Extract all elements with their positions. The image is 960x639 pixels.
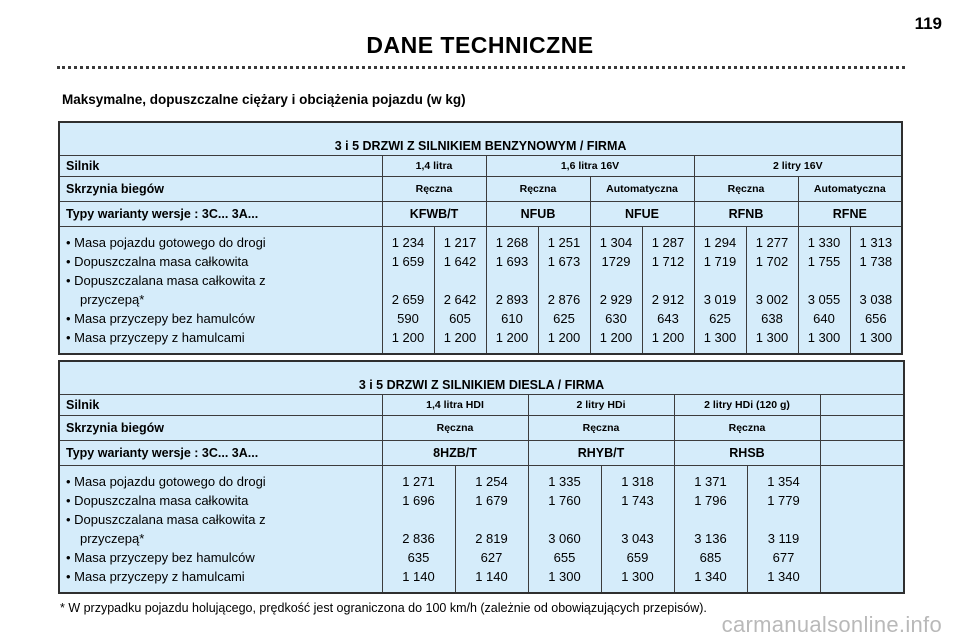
weight-value: 2 893 [495,292,529,307]
watermark: carmanualsonline.info [721,612,942,637]
empty-cell [820,395,904,416]
weight-value: 1 277 [755,235,789,250]
weight-value: 659 [626,550,649,565]
weight-value: 1 719 [703,254,737,269]
weight-value: 2 659 [391,292,425,307]
weight-value: 1 271 [402,474,435,489]
weight-value: 1 300 [548,569,581,584]
engine-header: 1,4 litra HDI [382,395,528,416]
value-column [850,227,902,355]
weight-value: 1 760 [548,493,581,508]
petrol-specs-table [58,121,903,355]
weight-value: 1 755 [807,254,841,269]
weight-value: 1 300 [621,569,654,584]
value-column [601,466,674,594]
row-label: • Dopuszczalna masa całkowita [66,254,249,269]
value-column [382,466,455,594]
engine-label: Silnik [59,156,382,177]
value-column [434,227,486,355]
weight-value: 1 300 [807,330,841,345]
type-code: NFUE [590,202,694,227]
weight-value: 1 200 [391,330,425,345]
weight-value: 1 200 [495,330,529,345]
weight-value: 1 779 [767,493,800,508]
row-labels [59,227,382,355]
weight-value: 1 371 [694,474,727,489]
weight-value: 3 119 [767,531,800,546]
gearbox-header: Ręczna [382,416,528,441]
weight-value: 2 929 [599,292,633,307]
weight-value: 1 659 [391,254,425,269]
weight-value: 3 060 [548,531,581,546]
type-code: NFUB [486,202,590,227]
weight-value: 1 340 [694,569,727,584]
weight-value: 1 268 [495,235,529,250]
value-column [528,466,601,594]
weight-value: 1 200 [443,330,477,345]
weight-value: 3 038 [859,292,893,307]
weight-value: 625 [553,311,575,326]
weight-value: 1 294 [703,235,737,250]
value-column [590,227,642,355]
row-label-continuation: przyczepą* [80,531,145,546]
value-column [747,466,820,594]
weight-value: 1 738 [859,254,893,269]
engine-header: 1,4 litra [382,156,486,177]
gearbox-header: Automatyczna [798,177,902,202]
diesel-specs-table [58,360,905,594]
row-label: • Dopuszczalna masa całkowita [66,493,249,508]
row-label: • Dopuszczalana masa całkowita z [66,512,266,527]
weight-value: 590 [397,311,419,326]
weight-value: 3 019 [703,292,737,307]
engine-label: Silnik [59,395,382,416]
weight-value: 625 [709,311,731,326]
dotted-divider [57,66,905,69]
weight-value: 1 300 [703,330,737,345]
empty-cell [820,441,904,466]
empty-cell [820,416,904,441]
weight-value: 1 354 [767,474,800,489]
weight-value: 1 200 [599,330,633,345]
weight-value: 1 702 [755,254,789,269]
weight-value: 627 [480,550,503,565]
row-label: • Masa przyczepy bez hamulców [66,550,255,565]
gearbox-header: Ręczna [694,177,798,202]
row-label: • Masa pojazdu gotowego do drogi [66,474,266,489]
gearbox-header: Ręczna [674,416,820,441]
type-code: RHSB [674,441,820,466]
weight-value: 655 [553,550,576,565]
weight-value: 1 696 [402,493,435,508]
gearbox-header: Ręczna [486,177,590,202]
weight-value: 1 300 [755,330,789,345]
weight-value: 685 [699,550,722,565]
diesel-table-title: 3 i 5 DRZWI Z SILNIKIEM DIESLA / FIRMA [59,361,904,395]
weight-value: 2 876 [547,292,581,307]
value-column [642,227,694,355]
weight-value: 630 [605,311,627,326]
engine-header: 2 litry 16V [694,156,902,177]
weight-value: 1 693 [495,254,529,269]
weight-value: 635 [407,550,430,565]
weight-value: 1 254 [475,474,508,489]
weight-value: 1 679 [475,493,508,508]
row-label: • Masa przyczepy bez hamulców [66,311,255,326]
page-number: 119 [914,14,942,33]
weight-value: 656 [864,311,887,326]
gearbox-header: Ręczna [382,177,486,202]
value-column [746,227,798,355]
weight-value: 1 796 [694,493,727,508]
type-code: KFWB/T [382,202,486,227]
footnote: * W przypadku pojazdu holującego, prędkość jest ograniczona do 100 km/h (zależnie od obowiązujących przepisów). [60,601,707,615]
weight-value: 1 712 [651,254,685,269]
weight-value: 1729 [601,254,631,269]
weight-value: 640 [813,311,835,326]
value-column [486,227,538,355]
type-code: RHYB/T [528,441,674,466]
value-column [798,227,850,355]
weight-value: 1 234 [391,235,425,250]
weight-value: 643 [657,311,679,326]
weight-value: 1 340 [767,569,800,584]
engine-header: 2 litry HDi [528,395,674,416]
weight-value: 1 743 [621,493,654,508]
weight-value: 677 [772,550,795,565]
value-column [538,227,590,355]
engine-header: 1,6 litra 16V [486,156,694,177]
row-label: • Masa przyczepy z hamulcami [66,569,245,584]
weight-value: 3 136 [694,531,727,546]
value-column [694,227,746,355]
weight-value: 3 002 [755,292,789,307]
weight-value: 3 055 [807,292,841,307]
weight-value: 1 304 [599,235,633,250]
gearbox-label: Skrzynia biegów [59,416,382,441]
weight-value: 2 819 [475,531,508,546]
weight-value: 1 287 [651,235,685,250]
weight-value: 2 642 [443,292,477,307]
row-label: • Dopuszczalana masa całkowita z [66,273,266,288]
row-label: • Masa przyczepy z hamulcami [66,330,245,345]
weight-value: 2 836 [402,531,435,546]
type-code: 8HZB/T [382,441,528,466]
weight-value: 1 217 [443,235,477,250]
row-label-continuation: przyczepą* [80,292,145,307]
value-column [382,227,434,355]
type-code: RFNB [694,202,798,227]
weight-value: 3 043 [621,531,654,546]
value-column [674,466,747,594]
row-labels [59,466,382,594]
empty-cell [820,466,904,594]
row-label: • Masa pojazdu gotowego do drogi [66,235,266,250]
weight-value: 1 673 [547,254,581,269]
weight-value: 1 200 [547,330,581,345]
petrol-table-title: 3 i 5 DRZWI Z SILNIKIEM BENZYNOWYM / FIRMA [59,122,902,156]
types-label: Typy warianty wersje : 3C... 3A... [59,441,382,466]
weight-value: 610 [501,311,523,326]
types-label: Typy warianty wersje : 3C... 3A... [59,202,382,227]
weight-value: 1 200 [651,330,685,345]
section-subtitle: Maksymalne, dopuszczalne ciężary i obciążenia pojazdu (w kg) [62,92,466,107]
weight-value: 1 251 [547,235,581,250]
weight-value: 1 335 [548,474,581,489]
type-code: RFNE [798,202,902,227]
weight-value: 1 313 [859,235,893,250]
weight-value: 605 [449,311,471,326]
gearbox-header: Automatyczna [590,177,694,202]
weight-value: 1 642 [443,254,477,269]
weight-value: 2 912 [651,292,685,307]
weight-value: 1 300 [859,330,893,345]
weight-value: 1 140 [475,569,508,584]
weight-value: 1 318 [621,474,654,489]
gearbox-label: Skrzynia biegów [59,177,382,202]
weight-value: 638 [761,311,783,326]
value-column [455,466,528,594]
petrol-values-row [59,227,902,355]
gearbox-header: Ręczna [528,416,674,441]
page-title: DANE TECHNICZNE [366,32,594,58]
engine-header: 2 litry HDi (120 g) [674,395,820,416]
weight-value: 1 330 [807,235,841,250]
diesel-values-row [59,466,904,594]
weight-value: 1 140 [402,569,435,584]
